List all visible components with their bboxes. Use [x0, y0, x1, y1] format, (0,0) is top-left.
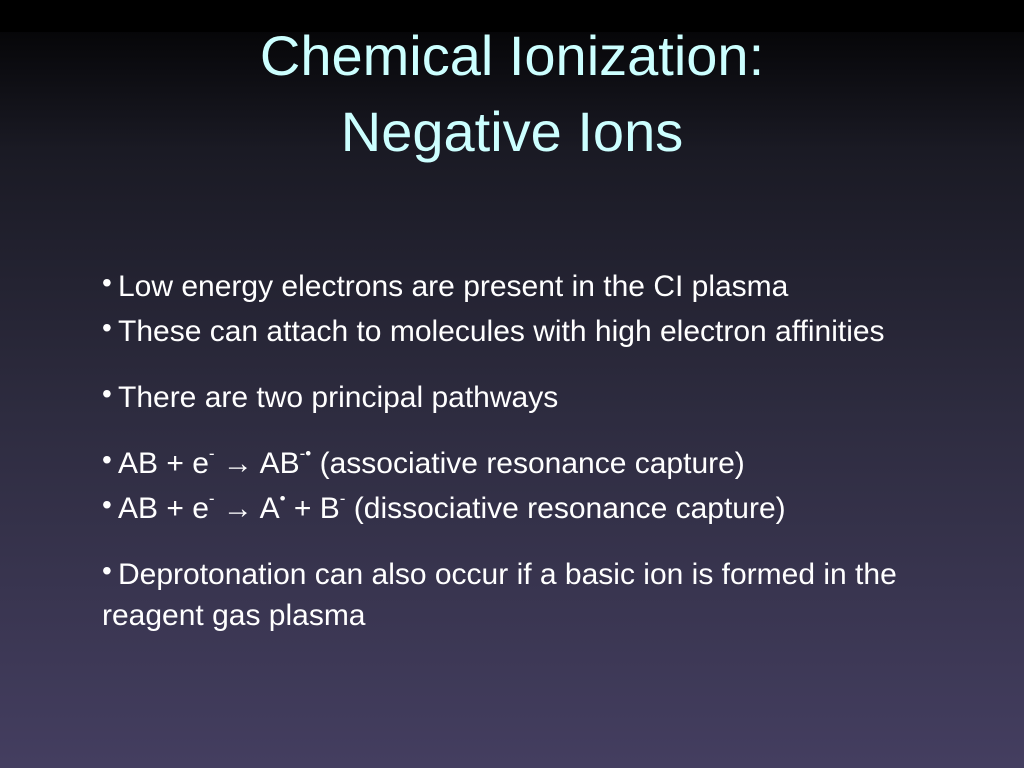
eq2-radical-dot: •: [279, 489, 286, 508]
eq2-electron-charge: -: [208, 489, 215, 508]
eq1-electron-charge: -: [208, 444, 215, 463]
bullet-icon: •: [102, 378, 112, 409]
title-line-1: Chemical Ionization:: [259, 24, 765, 87]
bullet-icon: •: [102, 555, 112, 586]
bullet-icon: •: [102, 489, 112, 520]
bullet-icon: •: [102, 267, 112, 298]
eq2-anion-charge: -: [339, 489, 346, 508]
eq2-lhs: AB + e: [118, 492, 209, 525]
bullet-item-3: [102, 373, 932, 418]
eq1-radical-anion-charge: -•: [299, 444, 312, 463]
equation-dissociative: [102, 484, 932, 529]
bullet-item-2: [102, 307, 932, 352]
bullet-text-3: There are two principal pathways: [118, 381, 559, 414]
bullet-text-2: These can attach to molecules with high electron affinities: [118, 315, 885, 348]
slide-body: [102, 262, 932, 636]
eq1-description: (associative resonance capture): [311, 447, 745, 480]
eq2-plus-b: + B: [285, 492, 340, 525]
slide-title: [0, 18, 1024, 170]
eq2-arrow-product: → A: [214, 492, 280, 525]
equation-associative: [102, 439, 932, 484]
bullet-text-4: Deprotonation can also occur if a basic ion is formed in the reagent gas plasma: [102, 558, 897, 632]
bullet-text-1: Low energy electrons are present in the CI plasma: [118, 270, 789, 303]
title-line-2: Negative Ions: [340, 100, 684, 163]
eq2-description: (dissociative resonance capture): [345, 492, 786, 525]
bullet-icon: •: [102, 312, 112, 343]
eq1-lhs: AB + e: [118, 447, 209, 480]
bullet-item-4: [102, 550, 932, 636]
bullet-icon: •: [102, 444, 112, 475]
eq1-arrow-product: → AB: [214, 447, 300, 480]
bullet-item-1: [102, 262, 932, 307]
